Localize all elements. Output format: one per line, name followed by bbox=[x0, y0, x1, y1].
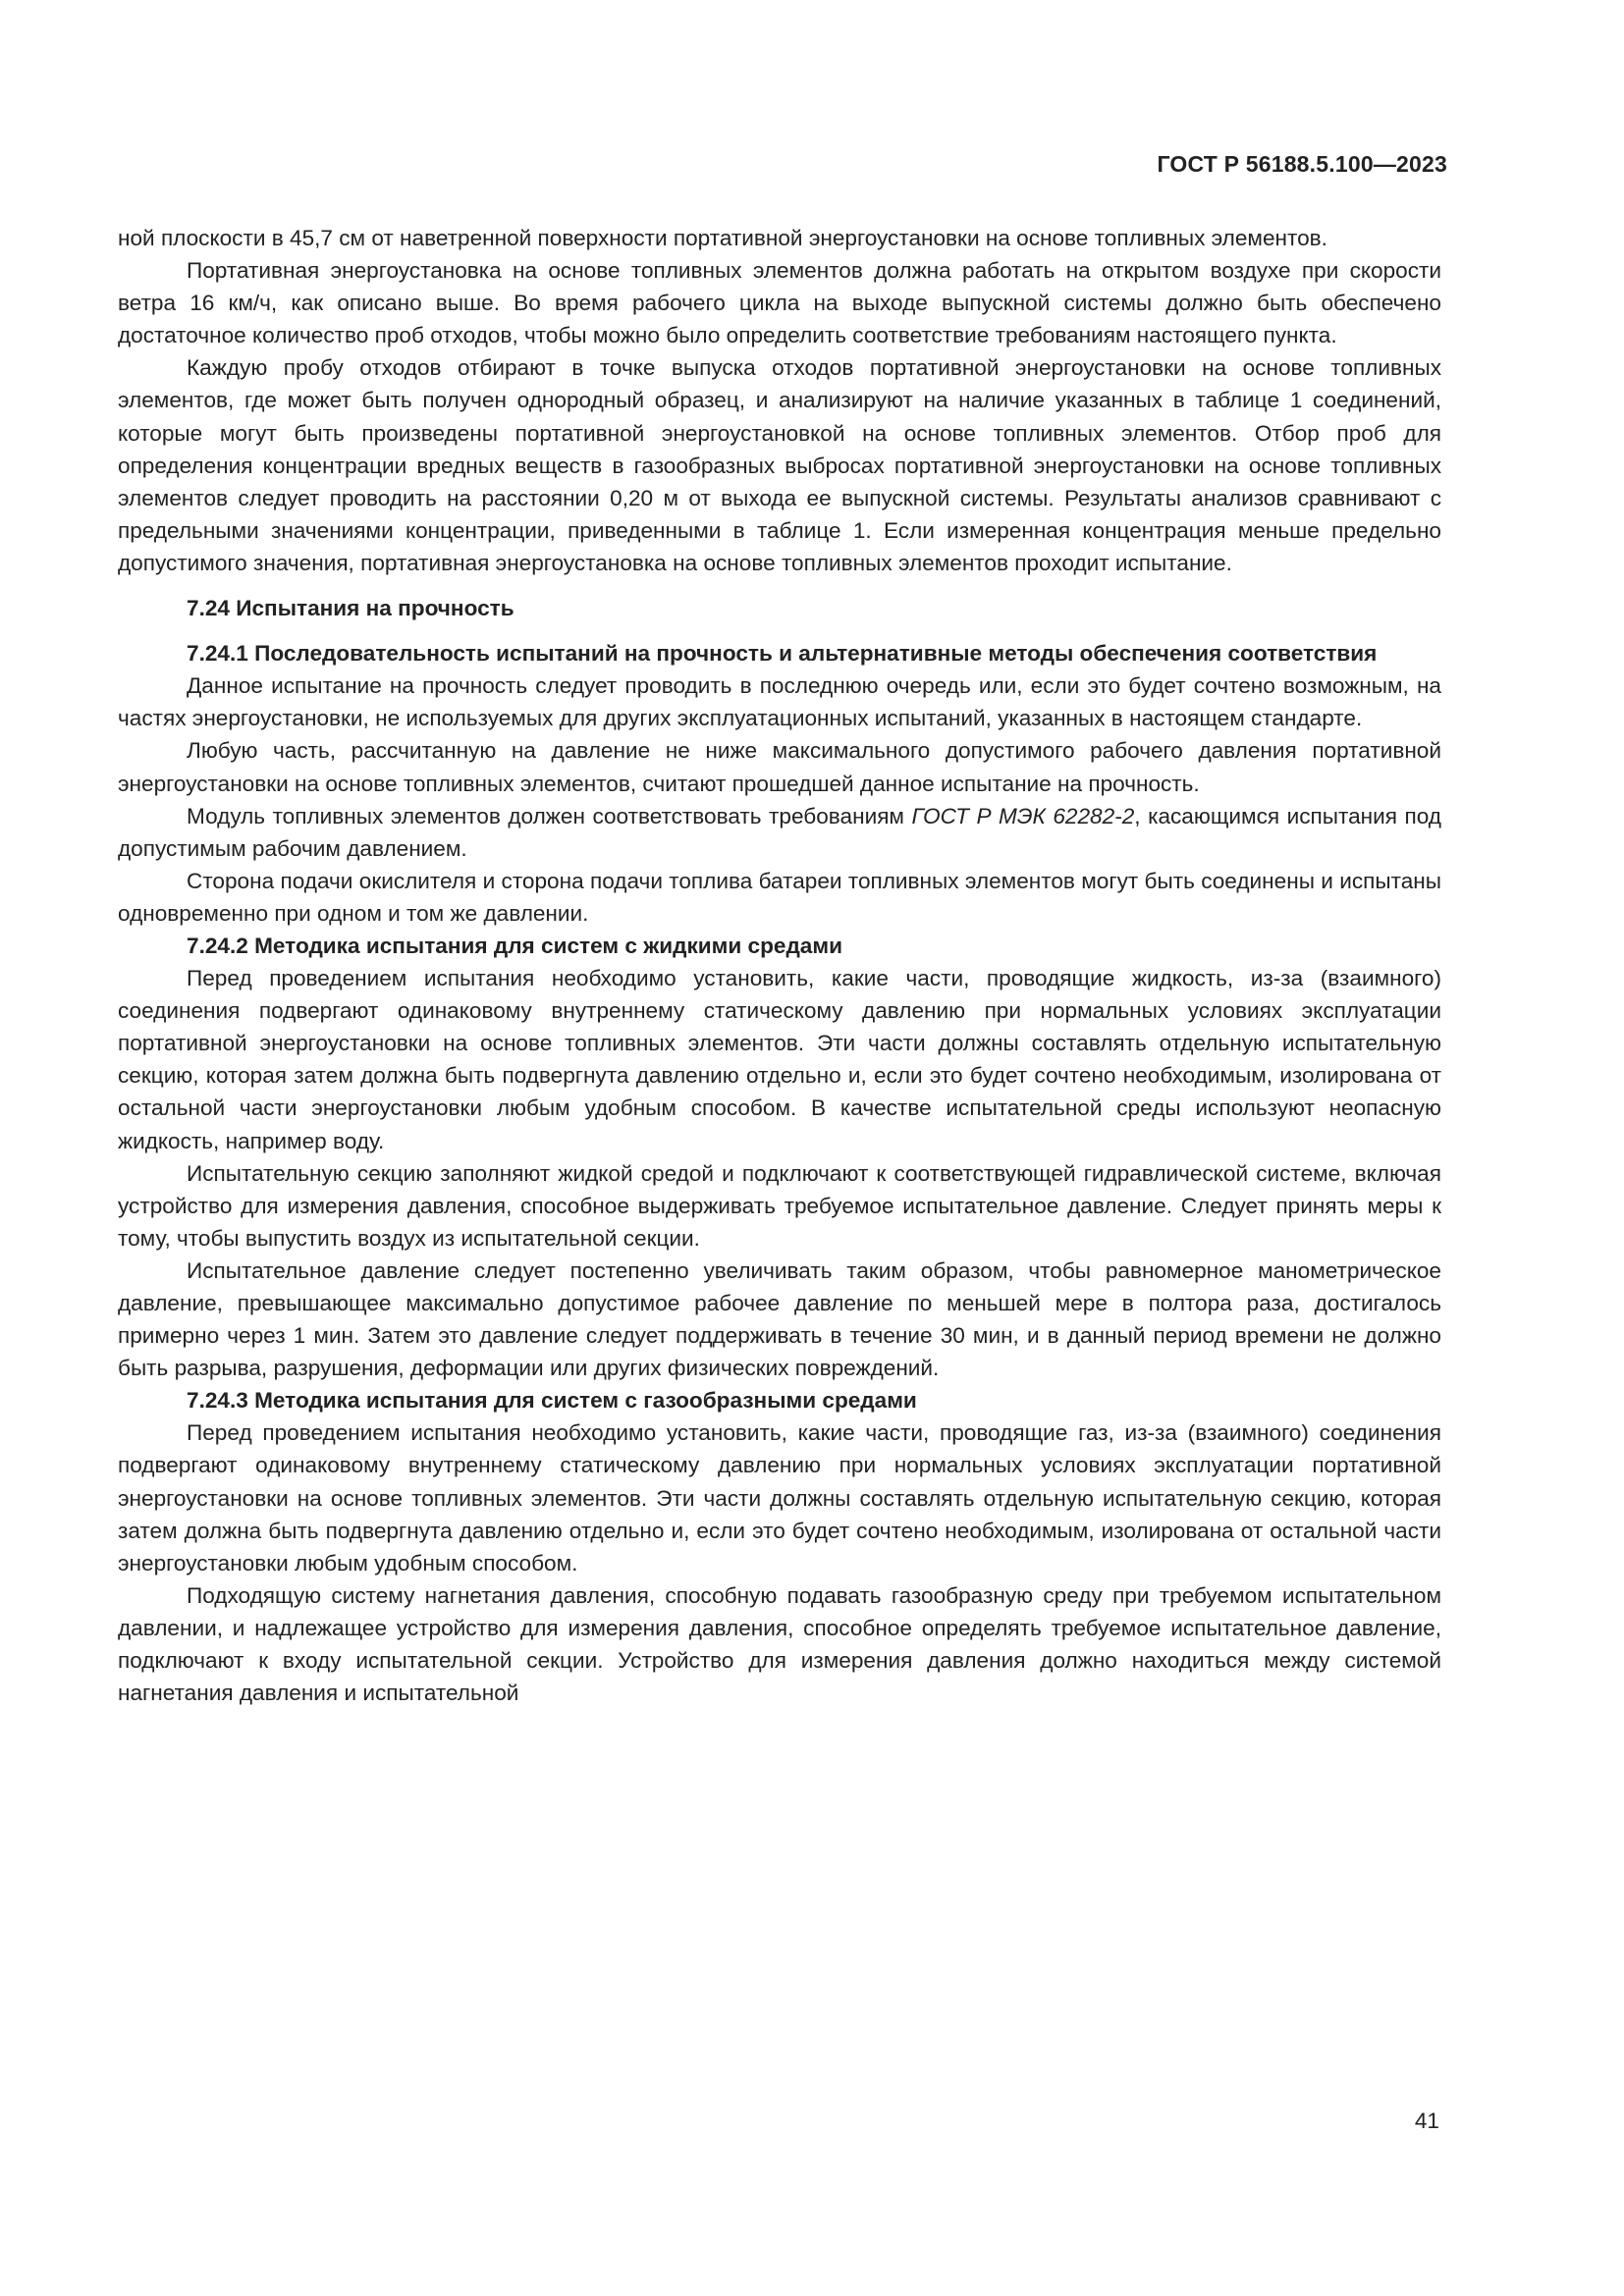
paragraph-gas-pressurizing-system: Подходящую систему нагнетания давления, способную подавать газообразную среду при требуемом испытательном давлении, и надлежащее устройство для измерения давления, способное определять требуемое испытательное давление, подключают к входу испытательной секции. Устройство для измерения давления должно находиться между системой нагнетания давления и испытательной bbox=[118, 1582, 1441, 1706]
text-before-reference: Модуль топливных элементов должен соответствовать требованиям bbox=[187, 803, 912, 828]
section-heading-7-24-2: 7.24.2 Методика испытания для систем с жидкими средами bbox=[187, 933, 842, 958]
paragraph-liquid-test-section: Перед проведением испытания необходимо установить, какие части, проводящие жидкость, из-за (взаимного) соединения подвергают одинаковому внутреннему статическому давлению при нормальных условиях эксплуатации портативной энергоустановки на основе топливных элементов. Эти части должны составлять отдельную испытательную секцию, которая затем должна быть подвергнута давлению отдельно и, если это будет сочтено необходимым, изолирована от остальной части энергоустановки любым удобным способом. В качестве испытательной среды используют неопасную жидкость, например воду. bbox=[118, 966, 1441, 1153]
section-heading-7-24-3: 7.24.3 Методика испытания для систем с газообразными средами bbox=[187, 1388, 917, 1414]
paragraph-module-requirements bbox=[118, 800, 1441, 865]
page-number: 41 bbox=[1414, 2109, 1439, 2133]
paragraph-liquid-fill: Испытательную секцию заполняют жидкой средой и подключают к соответствующей гидравлической системе, включая устройство для измерения давления, способное выдерживать требуемое испытательное давление. Следует принять меры к тому, чтобы выпустить воздух из испытательной секции. bbox=[118, 1160, 1441, 1251]
paragraph-liquid-pressure-increase: Испытательное давление следует постепенно увеличивать таким образом, чтобы равномерное манометрическое давление, превышающее максимально допустимое рабочее давление по меньшей мере в полтора раза, достигалось примерно через 1 мин. Затем это давление следует поддерживать в течение 30 мин, и в данный период времени не должно быть разрыва, разрушения, деформации или других физических повреждений. bbox=[118, 1257, 1441, 1381]
paragraph-outdoor-operation: Портативная энергоустановка на основе топливных элементов должна работать на открытом воздухе при скорости ветра 16 км/ч, как описано выше. Во время рабочего цикла на выходе выпускной системы должно быть обеспечено достаточное количество проб отходов, чтобы можно было определить соответствие требованиям настоящего пункта. bbox=[118, 258, 1441, 348]
text-after-reference: , касающимся испытания под допустимым рабочим давлением. bbox=[118, 803, 1441, 861]
section-heading-7-24-1: 7.24.1 Последовательность испытаний на прочность и альтернативные методы обеспечения соответствия bbox=[187, 641, 1378, 667]
paragraph-continuation: ной плоскости в 45,7 см от наветренной поверхности портативной энергоустановки на основе топливных элементов. bbox=[118, 226, 1327, 250]
paragraph-oxidant-fuel-sides: Сторона подачи окислителя и сторона подачи топлива батареи топливных элементов могут быть соединены и испытаны одновременно при одном и том же давлении. bbox=[118, 868, 1441, 926]
document-code-header: ГОСТ Р 56188.5.100—2023 bbox=[1157, 151, 1447, 177]
standard-reference: ГОСТ Р МЭК 62282-2 bbox=[911, 803, 1135, 828]
paragraph-test-order: Данное испытание на прочность следует проводить в последнюю очередь или, если это будет сочтено возможным, на частях энергоустановки, не используемых для других эксплуатационных испытаний, указанных в настоящем стандарте. bbox=[118, 673, 1441, 731]
paragraph-rated-parts: Любую часть, рассчитанную на давление не ниже максимального допустимого рабочего давления портативной энергоустановки на основе топливных элементов, считают прошедшей данное испытание на прочность. bbox=[118, 738, 1441, 796]
paragraph-gas-test-section: Перед проведением испытания необходимо установить, какие части, проводящие газ, из-за (взаимного) соединения подвергают одинаковому внутреннему статическому давлению при нормальных условиях эксплуатации портативной энергоустановки на основе топливных элементов. Эти части должны составлять отдельную испытательную секцию, которая затем должна быть подвергнута давлению отдельно и, если это будет сочтено необходимым, изолирована от остальной части энергоустановки любым удобным способом. bbox=[118, 1420, 1441, 1575]
page-body bbox=[118, 222, 1441, 1709]
section-heading-7-24: 7.24 Испытания на прочность bbox=[187, 596, 514, 621]
paragraph-waste-sampling: Каждую пробу отходов отбирают в точке выпуска отходов портативной энергоустановки на основе топливных элементов, где может быть получен однородный образец, и анализируют на наличие указанных в таблице 1 соединений, которые могут быть произведены портативной энергоустановкой на основе топливных элементов. Отбор проб для определения концентрации вредных веществ в газообразных выбросах портативной энергоустановки на основе топливных элементов следует проводить на расстоянии 0,20 м от выхода ее выпускной системы. Результаты анализов сравнивают с предельными значениями концентрации, приведенными в таблице 1. Если измеренная концентрация меньше предельно допустимого значения, портативная энергоустановка на основе топливных элементов проходит испытание. bbox=[118, 355, 1441, 575]
